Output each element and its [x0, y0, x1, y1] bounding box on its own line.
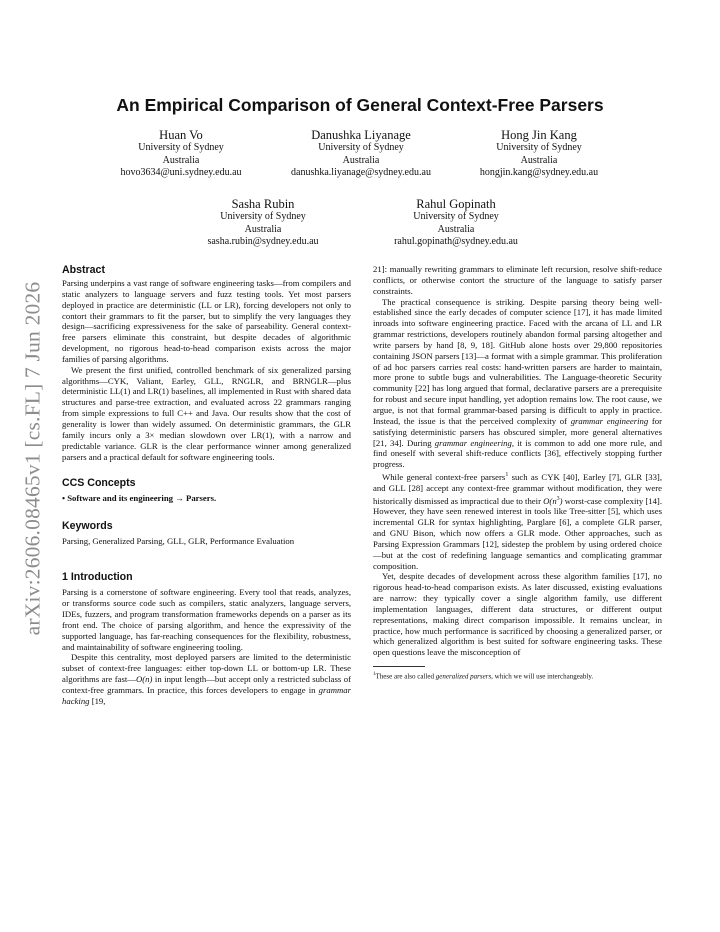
author-affiliation: University of Sydney [413, 211, 499, 222]
author-name: Huan Vo [159, 128, 203, 142]
author-email: rahul.gopinath@sydney.edu.au [394, 236, 518, 248]
introduction-paragraph: Parsing is a cornerstone of software engineering. Every tool that reads, analyzes, or transforms source code such as compilers, static analyzers, language servers, IDEs, fuzzers, and program transformation frameworks depends on a parser as its front end. The choice of parsing algorithm, and hence the expressivity of the supported language, has far-reaching consequences for the flexibility, robustness, and maintainability of software engineering tooling. [62, 587, 351, 652]
footnote: $^1$These are also called generalized parsers, which we will use interchangeably. [373, 672, 594, 681]
author-country: Australia [437, 223, 475, 235]
body-paragraph: While general context-free parsers$^1$ such as CYK [40], Earley [7], GLR [33], and GLL [28] accept any context-free grammar without modification, they were historically dismissed as impractical due to their $O(n^3)$ worst-case complexity [14]. However, they have seen renewed interest in tools like Tree-sitter [5], which uses incremental GLR for syntax highlighting, Parglare [6], a complete GLR parser, and GNU Bison, which now offers a GLR mode. Other approaches, such as Parsing Expression Grammars [12], sidestep the problem by using ordered choice—but at the cost of redefining language semantics and complicating grammar composition. [373, 471, 662, 571]
keywords-heading: Keywords [62, 520, 113, 533]
body-paragraph: The practical consequence is striking. Despite parsing theory being well-established since the early decades of computer science [17], it has made limited inroads into software engineering practice. Faced with the arcana of LL and LR grammar restrictions, developers routinely abandon formal parsing altogether and write parsers by hand [8, 9, 18]. GitHub alone hosts over 29,800 repositories containing JSON parsers [13]—a format with a simple grammar. This proliferation of ad hoc parsers carries real costs: hand-written parsers are harder to maintain, more prone to subtle bugs and vulnerabilities. The Language-theoretic Security community [22] has long argued that formal, declarative parsers are a prerequisite for robust and secure input handling, yet adoption remains low. The root cause, we argue, is not that formal grammar-based parsing is difficult to apply in practice. Instead, the issue is that the perceived complexity of grammar engineering for satisfying deterministic parsers has obscured simpler, more general alternatives [21, 34]. During grammar engineering, it is common to add one more rule, and find oneself with several shift-reduce conflicts [36], effectively stopping further progress. [373, 296, 662, 470]
author-affiliation: University of Sydney [318, 142, 404, 153]
footnote-marker: 1 [505, 472, 509, 479]
body-paragraph: 21]: manually rewriting grammars to eliminate left recursion, resolve shift-reduce conflicts, or otherwise contort the structure of the language to satisfy parser constraints. [373, 264, 662, 296]
arxiv-identifier-stamp [22, 268, 44, 648]
author-country: Australia [244, 223, 282, 235]
abstract-paragraph: We present the first unified, controlled benchmark of six generalized parsing algorithms—CYK, Valiant, Earley, GLL, RNGLR, and BRNGLR—plus deterministic LL(1) and LR(1) baselines, all implemented in Rust with shared data structures and parse-tree extraction, and evaluated across 22 grammars ranging from simple expressions to full C++ and Java. Our results show that the cost of generality is lower than widely assumed. On deterministic grammars, the GLR family incurs only a 3× median slowdown over LR(1), with a narrow and predictable variance. GLR is the clear performance winner among generalized parsers and a practical default for software engineering tools. [62, 364, 351, 462]
author-name: Danushka Liyanage [311, 128, 411, 142]
ccs-concept-item: • Software and its engineering → Parsers. [62, 493, 217, 504]
author-email: hovo3634@uni.sydney.edu.au [120, 167, 242, 179]
footnote-divider [373, 666, 425, 667]
author-name: Sasha Rubin [231, 197, 295, 211]
author-email: sasha.rubin@sydney.edu.au [207, 236, 319, 248]
author-country: Australia [162, 154, 200, 166]
author-block [356, 197, 556, 249]
author-block [439, 128, 639, 180]
keywords-text: Parsing, Generalized Parsing, GLL, GLR, Performance Evaluation [62, 536, 295, 547]
author-name: Hong Jin Kang [501, 128, 577, 142]
author-affiliation: University of Sydney [138, 142, 224, 153]
author-block [163, 197, 363, 249]
author-name: Rahul Gopinath [416, 197, 496, 211]
paper-title: An Empirical Comparison of General Context-Free Parsers [116, 95, 604, 115]
author-block [261, 128, 461, 180]
ccs-concepts-heading: CCS Concepts [62, 477, 136, 490]
right-column [373, 264, 662, 681]
author-block [81, 128, 281, 180]
left-column [62, 264, 351, 707]
author-country: Australia [342, 154, 380, 166]
abstract-paragraph: Parsing underpins a vast range of software engineering tasks—from compilers and static analyzers to language servers and fuzz testing tools. Yet most parsers deployed in practice are deterministic (LL or LR), forcing developers not only to contort their grammars to fit the parser, but to simplify the very languages they design—sacrificing expressiveness for the sake of parseability. General context-free parsers eliminate this constraint, but despite decades of algorithmic development, no rigorous head-to-head comparison exists across the major families of parsing algorithms. [62, 278, 351, 364]
author-affiliation: University of Sydney [496, 142, 582, 153]
introduction-heading: 1 Introduction [62, 571, 133, 584]
author-email: danushka.liyanage@sydney.edu.au [291, 167, 431, 179]
author-affiliation: University of Sydney [220, 211, 306, 222]
arxiv-identifier-text: arXiv:2606.08465v1 [cs.FL] 7 Jun 2026 [20, 281, 45, 635]
author-email: hongjin.kang@sydney.edu.au [479, 167, 599, 179]
body-paragraph: Yet, despite decades of development across these algorithm families [17], no rigorous head-to-head comparison exists. As later discussed, existing evaluations are narrow: they typically cover a single algorithm family, use different implementation languages, different data structures, or different output representations, making direct comparison impossible. It remains unclear, in practice, how much performance is sacrificed by choosing a generalized parser, or which generalized algorithm is best suited for software engineering tasks. These open questions leave the misconception of [373, 571, 662, 658]
abstract-heading: Abstract [62, 264, 105, 276]
introduction-paragraph: Despite this centrality, most deployed parsers are limited to the deterministic subset of context-free languages: either top-down LL or bottom-up LR. These algorithms are fast—O(n) in input length—but accept only a restricted subclass of context-free grammars. In practice, this forces developers to engage in grammar hacking [19, [62, 652, 351, 706]
author-country: Australia [520, 154, 558, 166]
